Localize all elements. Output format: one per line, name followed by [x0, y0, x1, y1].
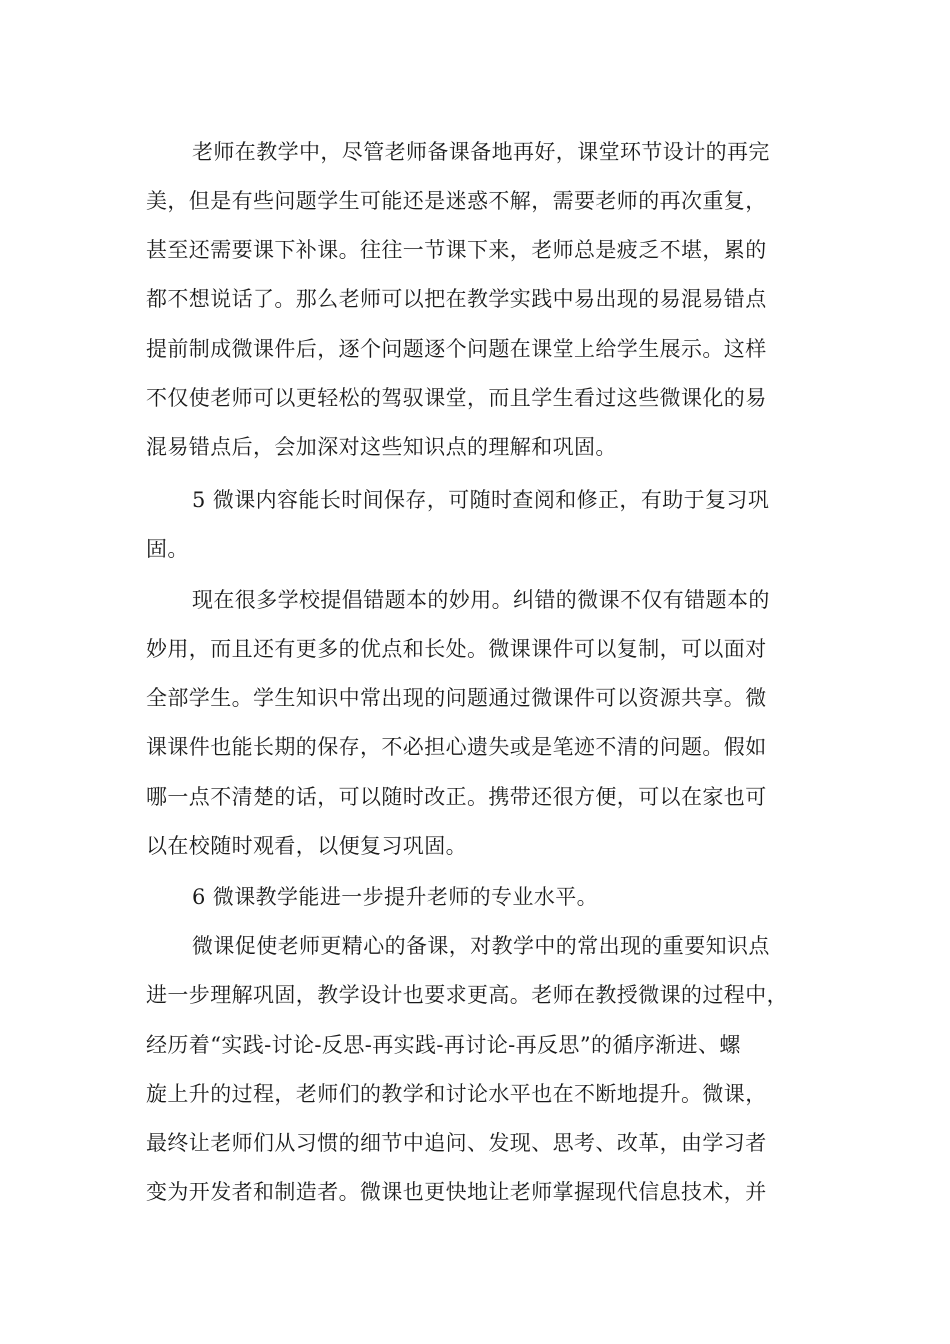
text-line: 旋上升的过程，老师们的教学和讨论水平也在不断地提升。微课， [146, 1082, 767, 1106]
text-line: 美，但是有些问题学生可能还是迷惑不解，需要老师的再次重复， [146, 189, 767, 213]
text-line: 现在很多学校提倡错题本的妙用。纠错的微课不仅有错题本的 [192, 588, 770, 612]
text-line: 进一步理解巩固，教学设计也要求更高。老师在教授微课的过程中， [146, 983, 788, 1007]
text-line: 课课件也能长期的保存，不必担心遗失或是笔迹不清的问题。假如 [146, 735, 767, 759]
text-line: 变为开发者和制造者。微课也更快地让老师掌握现代信息技术，并 [146, 1180, 767, 1204]
text-line: 哪一点不清楚的话，可以随时改正。携带还很方便，可以在家也可 [146, 785, 767, 809]
text-line: 全部学生。学生知识中常出现的问题通过微课件可以资源共享。微 [146, 686, 767, 710]
text-line: 都不想说话了。那么老师可以把在教学实践中易出现的易混易错点 [146, 287, 767, 311]
section-heading: 5 微课内容能长时间保存，可随时查阅和修正，有助于复习巩 [192, 488, 770, 512]
text-line: 以在校随时观看，以便复习巩固。 [146, 834, 467, 858]
section-heading: 6 微课教学能进一步提升老师的专业水平。 [192, 885, 599, 909]
text-line: 经历着“实践-讨论-反思-再实践-再讨论-再反思”的循序渐进、螺 [146, 1033, 741, 1057]
text-line: 混易错点后，会加深对这些知识点的理解和巩固。 [146, 435, 617, 459]
text-line: 提前制成微课件后，逐个问题逐个问题在课堂上给学生展示。这样 [146, 337, 767, 361]
text-line: 妙用，而且还有更多的优点和长处。微课课件可以复制，可以面对 [146, 637, 767, 661]
text-line: 老师在教学中，尽管老师备课备地再好，课堂环节设计的再完 [192, 140, 770, 164]
text-line: 甚至还需要课下补课。往往一节课下来，老师总是疲乏不堪，累的 [146, 238, 767, 262]
text-line: 最终让老师们从习惯的细节中追问、发现、思考、改革，由学习者 [146, 1131, 767, 1155]
text-line: 微课促使老师更精心的备课，对教学中的常出现的重要知识点 [192, 934, 770, 958]
text-line: 不仅使老师可以更轻松的驾驭课堂，而且学生看过这些微课化的易 [146, 386, 767, 410]
text-line: 固。 [146, 537, 189, 561]
